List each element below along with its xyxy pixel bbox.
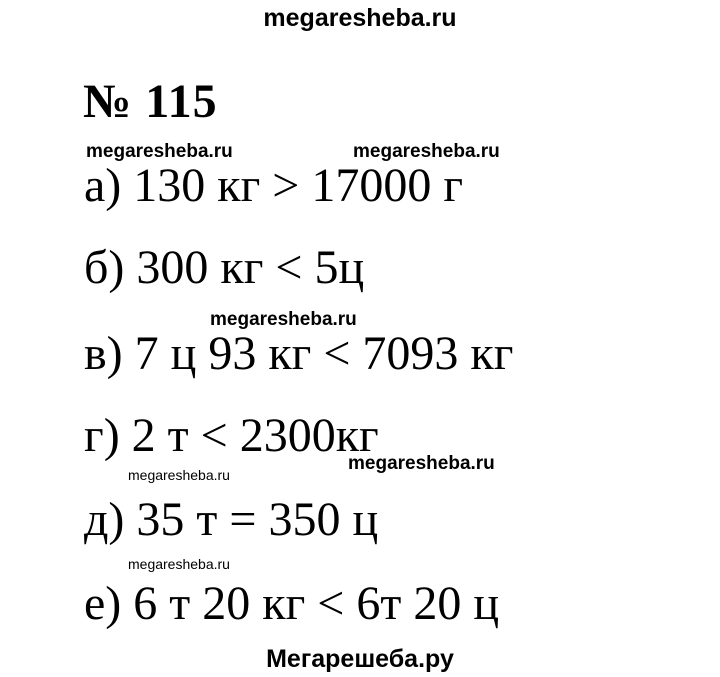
- site-footer: Мегарешеба.ру: [266, 645, 454, 673]
- answer-line-e: е) 6 т 20 кг < 6т 20 ц: [84, 577, 500, 630]
- watermark: megaresheba.ru: [86, 141, 233, 162]
- answer-line-d: д) 35 т = 350 ц: [84, 493, 379, 546]
- watermark: megaresheba.ru: [210, 309, 357, 330]
- answer-line-v: в) 7 ц 93 кг < 7093 кг: [84, 327, 514, 380]
- site-header: megaresheba.ru: [263, 4, 457, 32]
- watermark: megaresheba.ru: [353, 141, 500, 162]
- answer-line-b: б) 300 кг < 5ц: [84, 241, 365, 294]
- watermark: megaresheba.ru: [348, 453, 495, 474]
- watermark: megaresheba.ru: [128, 556, 230, 572]
- problem-number: № 115: [83, 75, 218, 128]
- answer-line-a: а) 130 кг > 17000 г: [84, 159, 464, 212]
- answer-line-g: г) 2 т < 2300кг: [84, 409, 379, 462]
- watermark: megaresheba.ru: [128, 467, 230, 483]
